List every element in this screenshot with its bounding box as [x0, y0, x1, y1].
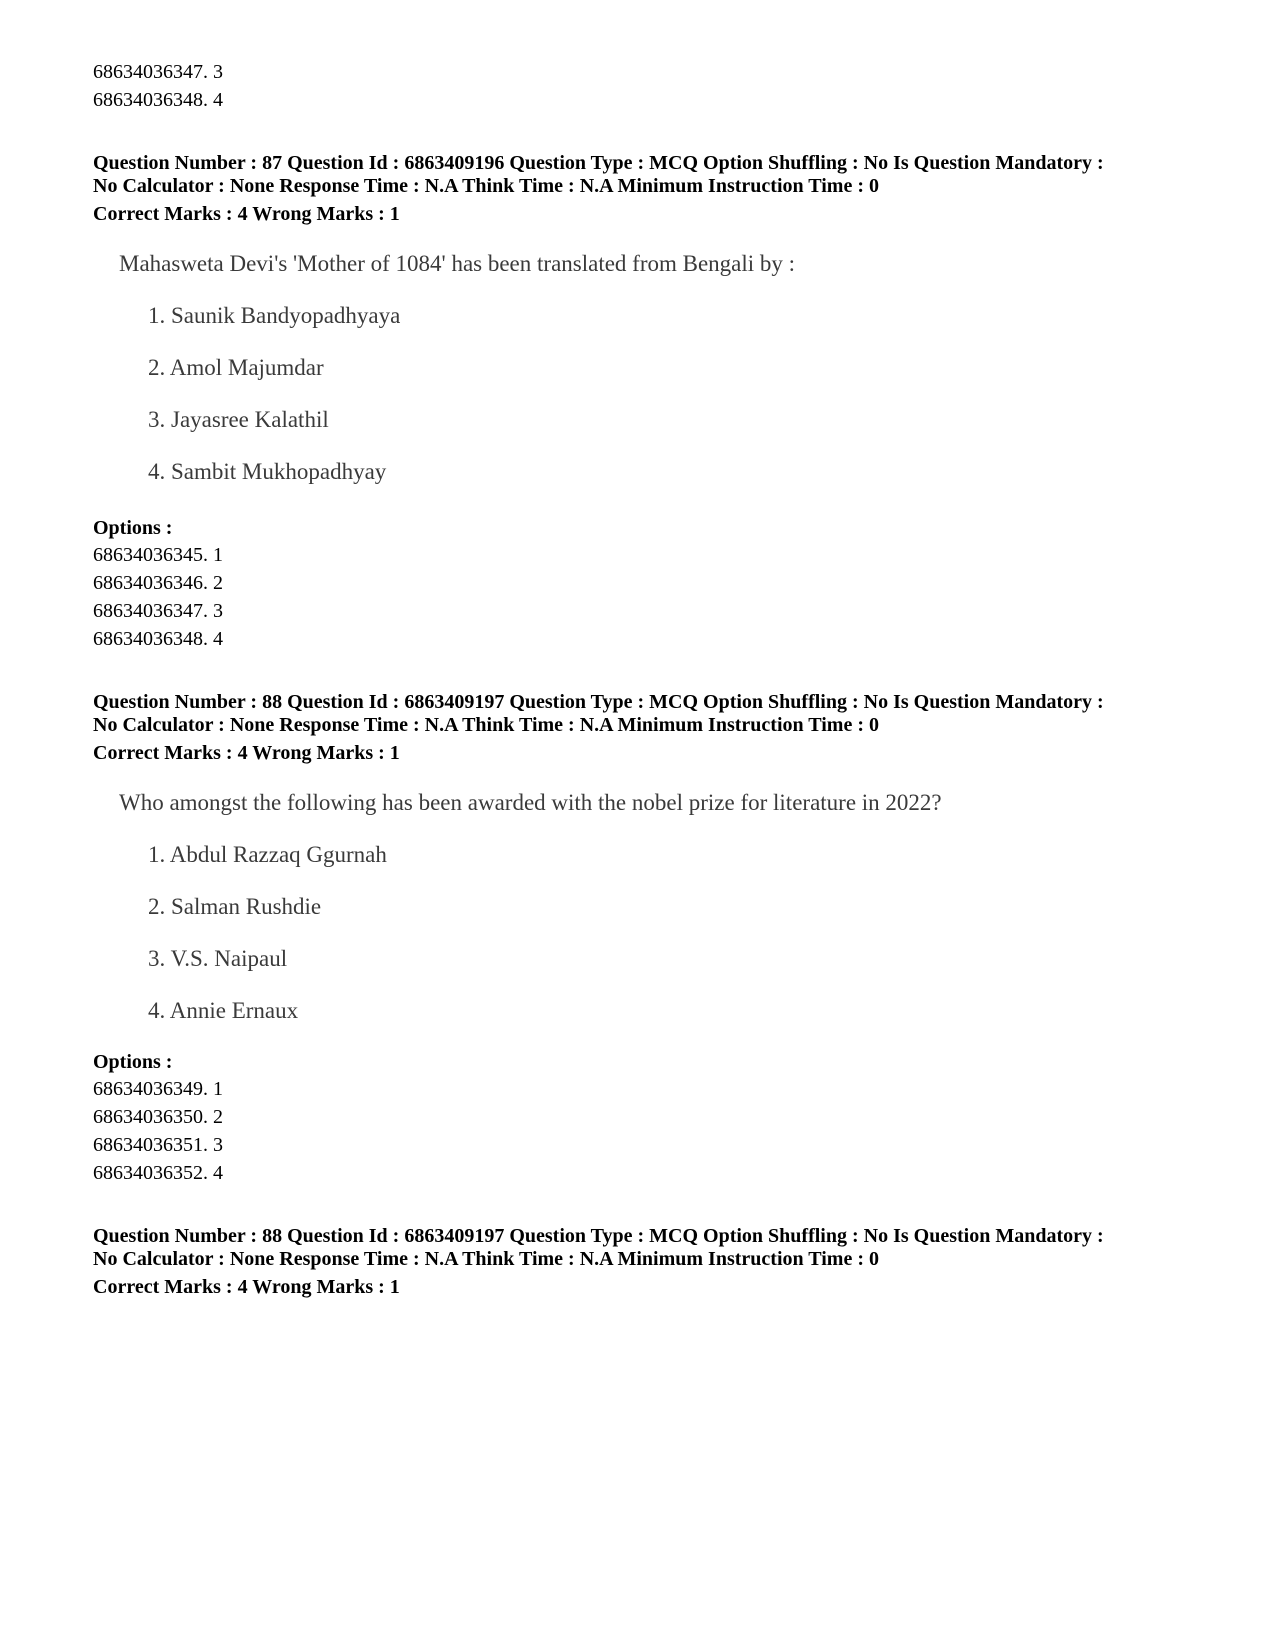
question-87-header-line2: No Calculator : None Response Time : N.A Think Time : N.A Minimum Instruction Time : 0 — [93, 175, 879, 197]
question-88-marks: Correct Marks : 4 Wrong Marks : 1 — [93, 742, 400, 764]
question-88-header-line2: No Calculator : None Response Time : N.A Think Time : N.A Minimum Instruction Time : 0 — [93, 714, 879, 736]
question-88-choice: 2. Salman Rushdie — [148, 894, 322, 919]
question-87-option: 68634036345. 1 — [93, 544, 223, 566]
question-87-text: Mahasweta Devi's 'Mother of 1084' has been translated from Bengali by : — [119, 251, 796, 276]
question-88-header-line1: Question Number : 88 Question Id : 6863409197 Question Type : MCQ Option Shuffling : No Is Question Mandatory : — [93, 691, 1104, 713]
question-88-options-label: Options : — [93, 1051, 173, 1073]
question-87-option: 68634036347. 3 — [93, 600, 223, 622]
question-88-choice: 1. Abdul Razzaq Ggurnah — [148, 842, 387, 867]
question-87-choice: 1. Saunik Bandyopadhyaya — [148, 303, 401, 328]
question-88-option: 68634036352. 4 — [93, 1162, 223, 1184]
top-option-line: 68634036348. 4 — [93, 89, 223, 111]
question-next-header-line1: Question Number : 88 Question Id : 6863409197 Question Type : MCQ Option Shuffling : No Is Question Mandatory : — [93, 1225, 1104, 1247]
question-88-option: 68634036350. 2 — [93, 1106, 223, 1128]
question-87-choice: 2. Amol Majumdar — [148, 355, 324, 380]
question-next-header-line2: No Calculator : None Response Time : N.A Think Time : N.A Minimum Instruction Time : 0 — [93, 1248, 879, 1270]
top-option-line: 68634036347. 3 — [93, 61, 223, 83]
question-87-header-line1: Question Number : 87 Question Id : 6863409196 Question Type : MCQ Option Shuffling : No Is Question Mandatory : — [93, 152, 1104, 174]
question-87-option: 68634036348. 4 — [93, 628, 223, 650]
question-88-choice: 3. V.S. Naipaul — [148, 946, 288, 971]
question-87-option: 68634036346. 2 — [93, 572, 223, 594]
question-87-choice: 3. Jayasree Kalathil — [148, 407, 329, 432]
question-87-choice: 4. Sambit Mukhopadhyay — [148, 459, 387, 484]
question-next-marks: Correct Marks : 4 Wrong Marks : 1 — [93, 1276, 400, 1298]
question-88-choice: 4. Annie Ernaux — [148, 998, 299, 1023]
question-87-options-label: Options : — [93, 517, 173, 539]
question-88-text: Who amongst the following has been awarded with the nobel prize for literature in 2022? — [119, 790, 942, 815]
question-88-option: 68634036351. 3 — [93, 1134, 223, 1156]
question-87-marks: Correct Marks : 4 Wrong Marks : 1 — [93, 203, 400, 225]
question-88-option: 68634036349. 1 — [93, 1078, 223, 1100]
